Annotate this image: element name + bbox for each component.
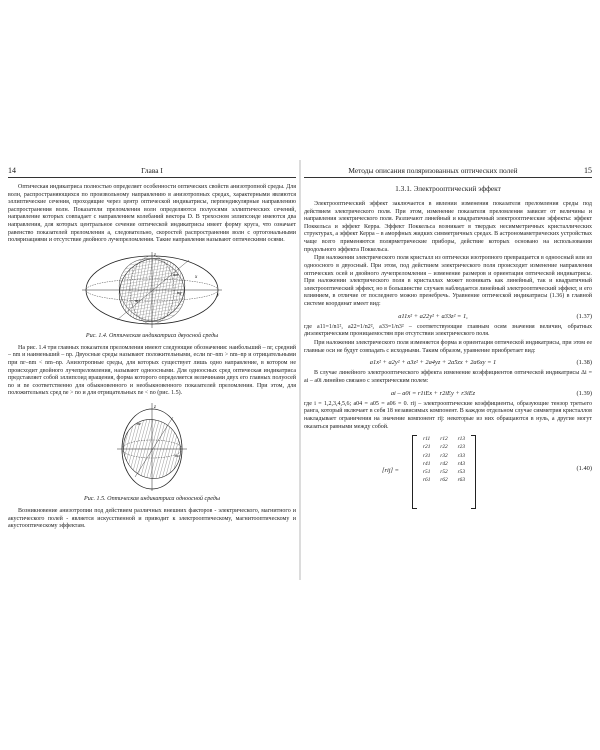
- right-paragraph-1: Электрооптический эффект заключается в явлении изменения показателя преломления среды под действием электрического поля. При этом, изменение показателя преломления зависит от величины и направления электрического поля. Различают линейный и квадратичный электрооптические эффекты: эффект Поккельса и эффект Керра. Эффект Поккельса возникает в твердых несимметричных кристаллических структурах, а эффект Керра – в аморфных жидких симметричных средах. В астрономаметрических устройствах чаще всего применяются полярметрические приборы, действие которых основано на использовании продольного эффекта Поккельса.: [304, 201, 592, 253]
- fig1-label-z: z: [154, 252, 156, 258]
- fig2-label-z: z: [154, 404, 156, 410]
- left-paragraph-2: На рис. 1.4 три главных показателя преломления имеют следующие обозначения: наибольший – nг, средний – nm и наименьший – nр. Двуосные среды называют положительными, если nг–nm > nm–nр и отрицательными при nг–nm < nm–nр. Анизотропные среды, для которых существует лишь одно направление, в котором не происходит двойного лучепреломления, называют одноосными. Для одноосных сред оптическая индикатриса представляет собой эллипсоид вращения, форма которого определяется величинами двух его главных полуосей no и ne соответственно для обыкновенного и необыкновенного показателей преломления. При этом, для положительных сред ne > no и для отрицательных ne < no (рис. 1.5).: [8, 344, 296, 397]
- fig1-label-np: np: [135, 297, 140, 303]
- right-paragraph-4: При наложении электрического поля изменяется форма и ориентация оптической индикатрисы, при этом ее главные оси не будут совпадать с исходными. Таким образом, уравнение приобретает вид:: [304, 340, 592, 354]
- fig1-label-ng: ng: [177, 289, 182, 295]
- matrix-cell: r21: [422, 444, 431, 451]
- equation-1-38-formula: a1x² + a2y² + a3z² + 2a4yz + 2a5zx + 2a6xy = 1: [369, 359, 497, 367]
- figure-1-4: [8, 248, 296, 330]
- equation-1-37: [304, 310, 592, 323]
- equation-1-40-number: (1.40): [576, 465, 592, 473]
- left-paragraph-3: Возникновение анизотропии под действием различных внешних факторов - электрического, магнитного и акустического полей - является искусственной и приводит к электрооптическому, магнитооптическому и акустооптическому эффектам.: [8, 507, 296, 530]
- right-page-number: 15: [584, 166, 592, 175]
- fig1-label-y: y: [217, 292, 220, 298]
- figure-1-4-caption: Рис. 1.4. Оптическая индикатриса двуосной среды: [85, 332, 219, 339]
- matrix-row: [413, 435, 475, 443]
- matrix-row: [413, 460, 475, 468]
- equation-1-40: [304, 435, 592, 511]
- right-page: [304, 165, 592, 565]
- right-paragraph-5: В случае линейного электрооптического эффекта изменение коэффициентов оптической индикатрисы Δi = ai – a0i линейно связано с электрическим полем:: [304, 370, 592, 385]
- equation-1-38: [304, 356, 592, 369]
- matrix-label: [rij] =: [382, 467, 399, 475]
- matrix-cell: r52: [440, 468, 448, 475]
- equation-1-39-number: (1.39): [576, 389, 592, 397]
- matrix-row: [413, 476, 475, 484]
- matrix-cell: r12: [440, 436, 448, 443]
- matrix-cell: r62: [440, 477, 448, 484]
- matrix-cell: r53: [457, 468, 466, 475]
- equation-1-38-number: (1.38): [576, 359, 592, 367]
- matrix-cell: r51: [422, 468, 431, 475]
- left-running-head: Глава I: [141, 166, 163, 175]
- left-paragraph-1: Оптическая индикатриса полностью определяет особенности оптических свойств анизотропной среды. Для волн, распространяющихся по произвольному направлению в анизотропных средах, характерными являются эллиптические сечения, проходящие через центр оптической индикатрисы, перпендикулярные направлению распространения волн. Показатели преломления волн определяются полуосями эллиптических сечений, направление которых совпадает с направлением колебаний вектора D. В трехосном эллипсоиде имеются два направления, для которых центральное сечение оптической индикатрисы имеет форму круга, что означает равенство показателей преломления а, следовательно, скоростей распространения волн с ортогональными поляризациями и отсутствие двойного лучепреломления. Такие направления называют оптическими осями.: [8, 184, 296, 244]
- matrix-cell: r32: [440, 452, 448, 459]
- fig1-label-nm: nm: [173, 271, 179, 277]
- fig2-label-ne: ne: [137, 420, 142, 426]
- matrix-row: [413, 443, 475, 451]
- matrix-cell: r43: [457, 460, 466, 467]
- matrix-cell: r13: [457, 436, 466, 443]
- matrix-cell: r22: [440, 444, 448, 451]
- equation-1-37-formula: a11x² + a22y² + a33z² = 1,: [398, 312, 468, 320]
- biaxial-indicatrix-drawing: [77, 248, 227, 330]
- figure-1-5: [8, 401, 296, 493]
- matrix-cell: r33: [457, 452, 466, 459]
- equation-1-39-formula: ai – a0i = r1iEx + r2iEy + r3iEz: [390, 389, 476, 397]
- right-running-header: [304, 165, 592, 178]
- right-paragraph-3: где a11=1/n1², a22=1/n2², a33=1/n3² – соответствующие главным осям значения величин, обратных диэлектрическим проницаемостям при отсутствии электрического поля.: [304, 323, 592, 338]
- right-running-head: Методы описания поляризованных оптических полей: [348, 166, 518, 175]
- matrix-cell: r23: [457, 444, 466, 451]
- matrix-cell: r41: [422, 460, 431, 467]
- page-gutter: [299, 160, 301, 580]
- matrix-cell: r31: [422, 452, 431, 459]
- electrooptic-tensor-matrix: [412, 435, 476, 509]
- left-page: [8, 165, 296, 565]
- matrix-cell: r61: [422, 477, 431, 484]
- matrix-row: [413, 452, 475, 460]
- right-paragraph-6: где i = 1,2,3,4,5,6; a04 = a05 = a06 = 0. rij – электрооптические коэффициенты, образующие тензор третьего ранга, который включает в себя 18 независимых компонент. В каждом отдельном случае симметрия кристаллов накладывает ограничения на значение компонент rij: некоторые из них обращаются в нуль, а другие могут оказаться равными между собой.: [304, 400, 592, 430]
- fig2-label-no: no: [175, 452, 180, 458]
- left-running-header: [8, 165, 296, 178]
- left-page-number: 14: [8, 166, 16, 175]
- fig1-label-x: x: [195, 274, 198, 280]
- matrix-row: [413, 468, 475, 476]
- equation-1-37-number: (1.37): [576, 312, 592, 320]
- equation-1-39: [304, 387, 592, 400]
- matrix-cell: r42: [440, 460, 448, 467]
- figure-1-5-caption: Рис. 1.5. Оптическая индикатриса одноосной среды: [84, 495, 220, 502]
- matrix-cell: r11: [423, 436, 431, 443]
- matrix-cell: r63: [457, 477, 466, 484]
- right-paragraph-2: При наложении электрического поля кристалл из оптически изотропного превращается в одноосный или из одноосного в двуосный. При этом, под действием электрического поля происходит изменение направления оптических осей и двойного лучепреломления – изменение размеров и ориентация оптической индикатрисы. При наложении электрического поля в кристаллах может возникать как линейный, так и квадратичный электрооптический эффект, но в большинстве случаев наблюдается линейный электрооптический эффект, и его влиянием, в отличие от последнего можно пренебречь. Уравнение оптической индикатрисы (1.36) в главной системе координат имеет вид:: [304, 255, 592, 307]
- uniaxial-indicatrix-drawing: [97, 401, 207, 493]
- section-title: 1.3.1. Электрооптический эффект: [395, 184, 501, 193]
